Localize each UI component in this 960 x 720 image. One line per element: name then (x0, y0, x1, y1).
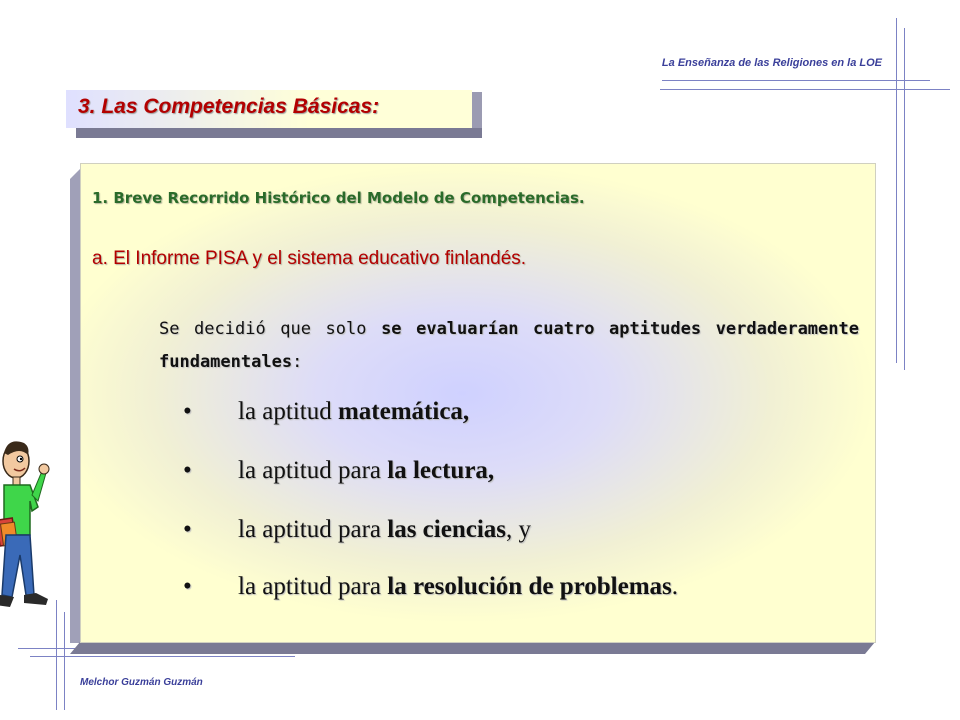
subtitle-pisa: a. El Informe PISA y el sistema educativo finlandés. (92, 248, 527, 269)
bullet-tail: . (671, 573, 679, 600)
bullet-icon: • (183, 573, 192, 600)
frame-line (660, 89, 950, 90)
bullet-icon: • (183, 516, 192, 543)
bullet-plain: la aptitud (238, 398, 332, 425)
frame-line (64, 612, 65, 710)
bullet-bold: matemática, (337, 398, 470, 425)
bullet-item (183, 573, 678, 601)
bullet-plain: la aptitud para (238, 516, 381, 543)
frame-line (662, 80, 930, 81)
bullet-item (183, 398, 469, 426)
frame-line (30, 656, 295, 657)
bullet-icon: • (183, 398, 192, 425)
subtitle-history: 1. Breve Recorrido Histórico del Modelo de Competencias. (92, 189, 585, 207)
intro-bold: se evaluarían cuatro aptitudes verdaderamente fundamentales (159, 319, 859, 372)
bullet-item (183, 516, 531, 544)
footer-author: Melchor Guzmán Guzmán (80, 677, 203, 688)
bullet-bold: las ciencias (387, 516, 506, 543)
section-title: 3. Las Competencias Básicas: (78, 95, 380, 118)
bullet-bold: la resolución de problemas (387, 573, 672, 600)
bullet-plain: la aptitud para (238, 457, 381, 484)
bullet-bold: la lectura, (387, 457, 495, 484)
frame-line (896, 18, 897, 363)
bullet-icon: • (183, 457, 192, 484)
bullet-tail: , y (506, 516, 531, 543)
intro-plain: Se decidió que solo (159, 319, 367, 339)
intro-paragraph (159, 313, 859, 379)
header-title: La Enseñanza de las Religiones en la LOE (661, 57, 882, 69)
bullet-item (183, 457, 494, 485)
section-banner (66, 90, 482, 138)
bullet-plain: la aptitud para (238, 573, 381, 600)
intro-end: : (292, 352, 303, 372)
student-figure-icon (0, 435, 70, 625)
